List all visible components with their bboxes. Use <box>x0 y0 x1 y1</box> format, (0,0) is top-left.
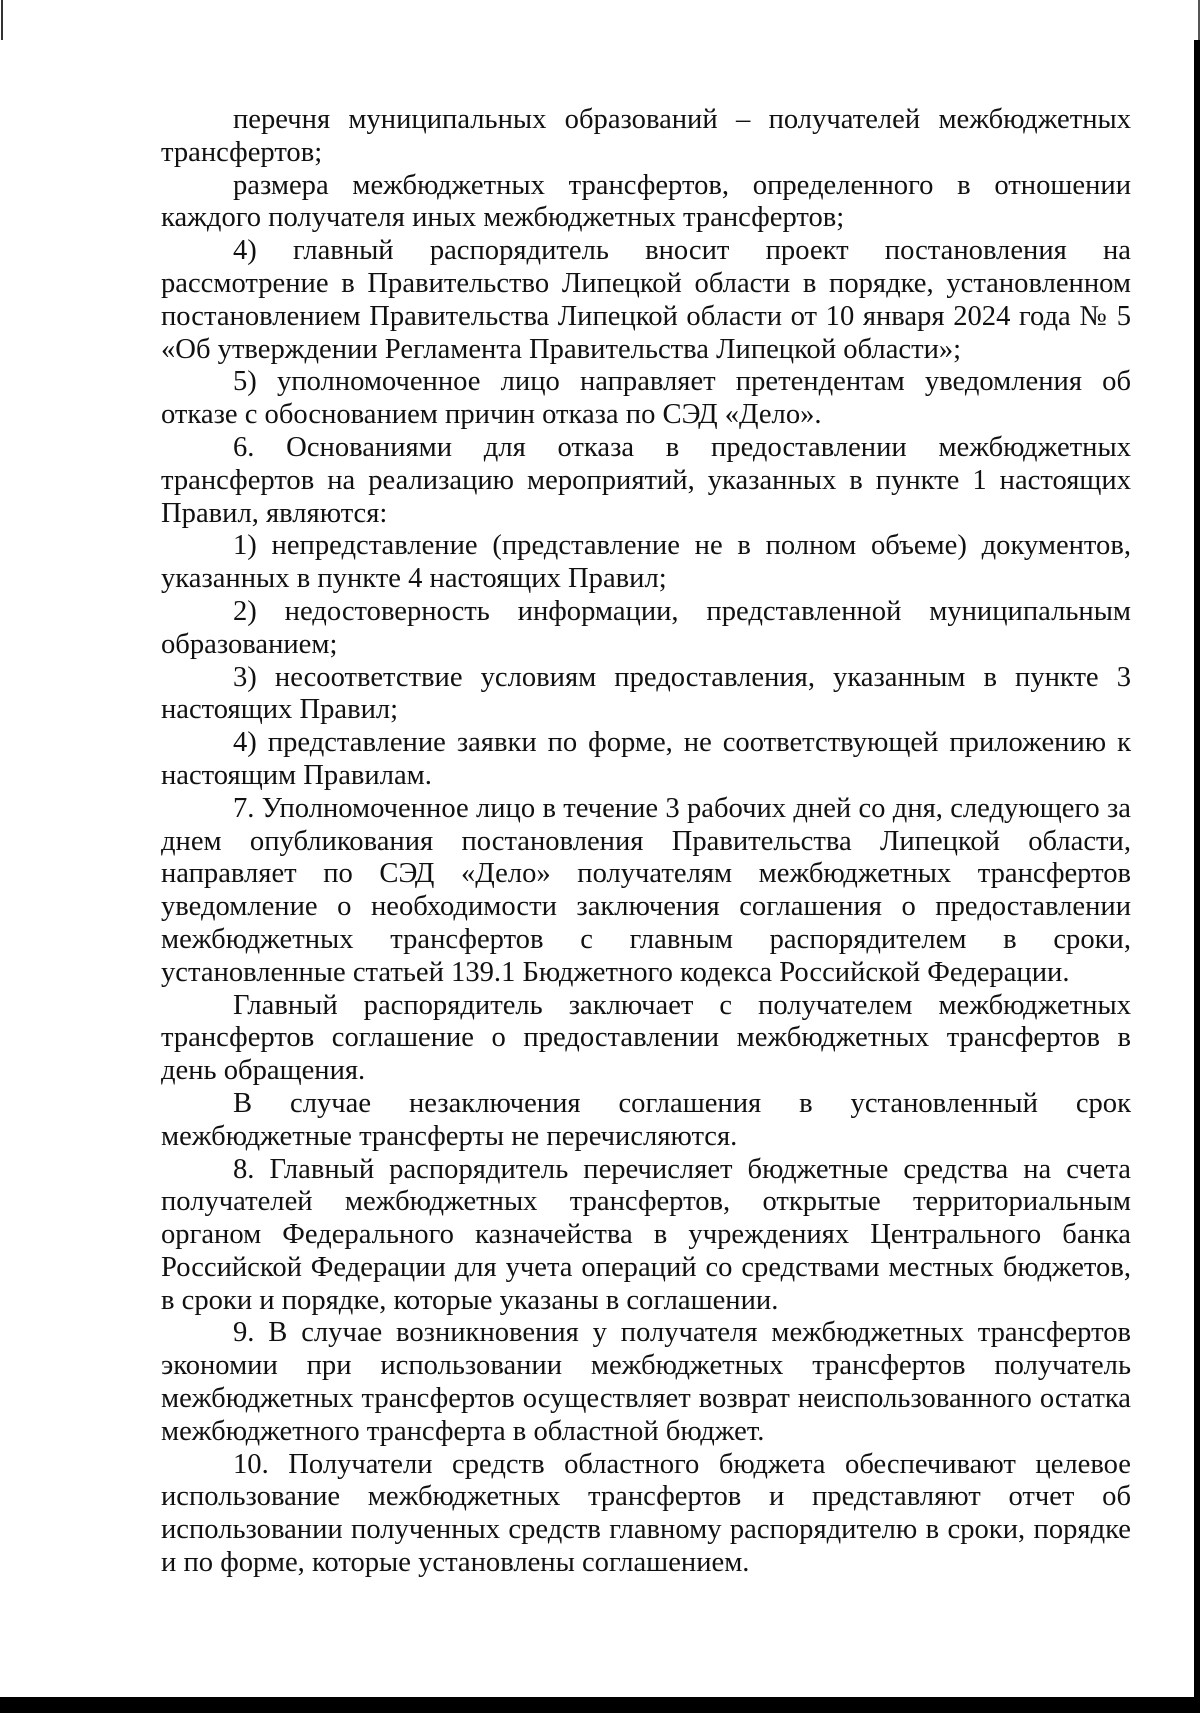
paragraph: Главный распорядитель заключает с получателем межбюджетных трансфертов соглашение о предоставлении межбюджетных трансфертов в день обращения. <box>161 989 1131 1087</box>
paragraph: 6. Основаниями для отказа в предоставлении межбюджетных трансфертов на реализацию мероприятий, указанных в пункте 1 настоящих Правил, являются: <box>161 431 1131 529</box>
paragraph: 3) несоответствие условиям предоставления, указанным в пункте 3 настоящих Правил; <box>161 661 1131 726</box>
scan-edge-right <box>1194 40 1200 1713</box>
paragraph: 7. Уполномоченное лицо в течение 3 рабочих дней со дня, следующего за днем опубликования постановления Правительства Липецкой области, направляет по СЭД «Дело» получателям межбюджетных трансфертов уведомление о необходимости заключения соглашения о предоставлении межбюджетных трансфертов с главным распорядителем в сроки, установленные статьей 139.1 Бюджетного кодекса Российской Федерации. <box>161 792 1131 988</box>
paragraph: В случае незаключения соглашения в установленный срок межбюджетные трансферты не перечисляются. <box>161 1087 1131 1152</box>
paragraph: 4) главный распорядитель вносит проект постановления на рассмотрение в Правительство Липецкой области в порядке, установленном постановлением Правительства Липецкой области от 10 января 2024 года № 5 «Об утверждении Регламента Правительства Липецкой области»; <box>161 235 1131 365</box>
paragraph: 10. Получатели средств областного бюджета обеспечивают целевое использование межбюджетных трансфертов и представляют отчет об использовании полученных средств главному распорядителю в сроки, порядке и по форме, которые установлены соглашением. <box>161 1448 1131 1579</box>
paragraph: 9. В случае возникновения у получателя межбюджетных трансфертов экономии при использовании межбюджетных трансфертов получатель межбюджетных трансфертов осуществляет возврат неиспользованного остатка межбюджетного трансферта в областной бюджет. <box>161 1317 1131 1447</box>
document-body <box>161 104 1131 1580</box>
paragraph: 8. Главный распорядитель перечисляет бюджетные средства на счета получателей межбюджетных трансфертов, открытые территориальным органом Федерального казначейства в учреждениях Центрального банка Российской Федерации для учета операций со средствами местных бюджетов, в сроки и порядке, которые указаны в соглашении. <box>161 1153 1131 1316</box>
paragraph: 2) недостоверность информации, представленной муниципальным образованием; <box>161 595 1131 660</box>
scan-edge-left <box>1 0 3 40</box>
paragraph: размера межбюджетных трансфертов, определенного в отношении каждого получателя иных межбюджетных трансфертов; <box>161 169 1131 234</box>
paragraph: 4) представление заявки по форме, не соответствующей приложению к настоящим Правилам. <box>161 727 1131 791</box>
scan-edge-bottom <box>0 1697 1200 1713</box>
paragraph: перечня муниципальных образований – получателей межбюджетных трансфертов; <box>161 104 1131 168</box>
paragraph: 1) непредставление (представление не в полном объеме) документов, указанных в пункте 4 настоящих Правил; <box>161 530 1131 595</box>
paragraph: 5) уполномоченное лицо направляет претендентам уведомления об отказе с обоснованием причин отказа по СЭД «Дело». <box>161 366 1131 431</box>
